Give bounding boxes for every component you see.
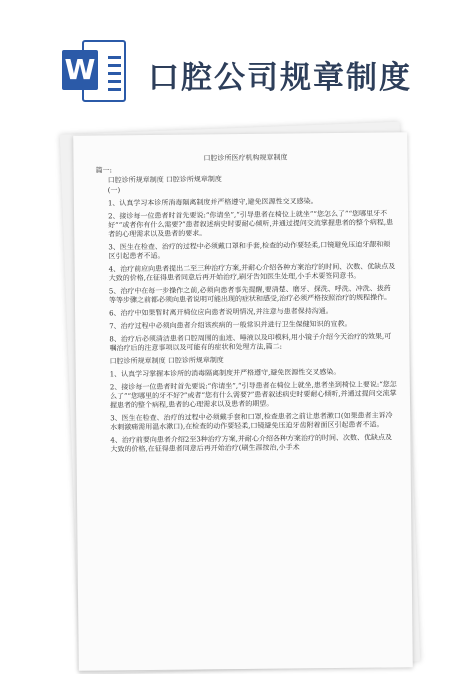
paragraph: 8、治疗后必须清洁患者口腔周围的血迹、唾液以及印模料,用小镜子介绍今天治疗的效果,可嘱治疗后的注意事项以及可能有的症状和处理方法,篇二: — [109, 332, 392, 353]
header-banner — [0, 0, 474, 132]
document-heading: 口腔诊所医疗机构规章制度 — [203, 153, 288, 163]
page-title: 口腔公司规章制度 — [148, 60, 412, 96]
word-letter: W — [62, 50, 98, 90]
word-icon — [62, 40, 128, 102]
paragraph: 2、接诊每一位患者时首先要说:“你请坐”,“引导患者在椅位上就坐”“您怎么了”“您哪里牙不好”“或者你有什么需要?”患者叙述病史时要耐心倾听,并通过提问交流掌握患者的整个病程,患者的心理需求以及患者的要求。 — [108, 209, 394, 239]
paragraph: 1、认真学习本诊所消毒隔离制度并严格遵守,避免医源性交叉感染。 — [107, 197, 318, 208]
part2-title: 口腔诊所规章制度 口腔诊所规章制度 — [109, 356, 224, 366]
paragraph: 4、治疗前应向患者提出二至三种治疗方案,并耐心介绍各种方案治疗的时间、次数、优缺点及大致的价格,在征得患者同意后再开始治疗,刷牙告知医生处理,小手术要签同意书。 — [108, 262, 396, 283]
paragraph: 3、医生在检查、治疗的过程中必须戴手套和口罩,检查患者之前让患者漱口(如果患者主诉冷水刺激痛需用温水漱口),在检查的动作要轻柔,口镜避免压迫牙齿附着面区引起患者不适。 — [110, 411, 393, 432]
paragraph: 4、治疗前要向患者介绍2至3种治疗方案,并耐心介绍各种方案治疗的时间、次数、优缺点及大致的价格,在征得患者同意后再开始治疗(刷生涯按治,小手术 — [110, 433, 393, 454]
part1-title: 口腔诊所规章制度 口腔诊所规章制度 — [107, 175, 222, 185]
paragraph: 6、治疗中如果暂时离开椅位应向患者说明情况,并注意与患者保持沟通。 — [109, 307, 333, 318]
document-content — [95, 152, 398, 458]
paragraph: 1、认真学习掌握本诊所的消毒隔离制度并严格遵守,避免医源性交叉感染。 — [109, 367, 341, 379]
paragraph: 7、治疗过程中必须向患者介绍该疾病的一般常识并进行卫生保健知识的宣教。 — [109, 319, 352, 331]
part1-label: 篇一: — [95, 166, 112, 175]
part1-sub: (一) — [107, 186, 121, 195]
paragraph: 2、接诊每一位患者时首先要说:“你请坐”,“引导患者在椅位上就坐,患者坐到椅位上要说:“您怎么了”“您哪里的牙不好?”或者“您有什么需要?”患者叙述病史时要耐心倾听,并通过提问交流掌握患者的整个病程,患者的心理需求以及患者的期望。 — [109, 380, 397, 410]
document-page — [73, 132, 413, 670]
paragraph: 3、医生在检查、治疗的过程中必须戴口罩和手套,检查的动作要轻柔,口镜避免压迫牙龈和颊区引起患者不适。 — [108, 240, 391, 261]
paragraph: 5、治疗中在每一步操作之前,必须向患者事先提醒,要清楚、磨牙、探洗、呼洗、冲洗、拔药等等步骤之前都必须向患者说明可能出现的症状和感受,治疗必须严格按照治疗的规程操作。 — [108, 284, 392, 305]
